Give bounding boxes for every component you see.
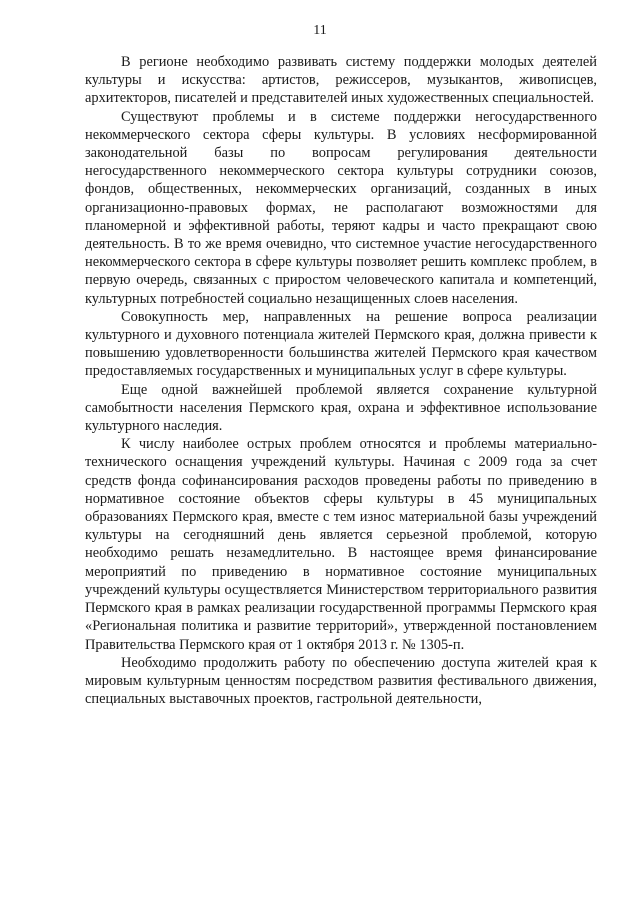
- paragraph-cultural-identity: Еще одной важнейшей проблемой является сохранение культурной самобытности населения Пермского края, охрана и эффективное использование культурного наследия.: [85, 381, 597, 435]
- document-body: [85, 53, 597, 708]
- paragraph-measures-satisfaction: Совокупность мер, направленных на решение вопроса реализации культурного и духовного потенциала жителей Пермского края, должна привести к повышению удовлетворенности большинства жителей Пермского края качеством предоставляемых государственных и муниципальных услуг в сфере культуры.: [85, 308, 597, 380]
- paragraph-nonprofit-sector: Существуют проблемы и в системе поддержки негосударственного некоммерческого сектора сферы культуры. В условиях несформированной законодательной базы по вопросам регулирования деятельности негосударственного некоммерческого сектора культуры сотрудники союзов, фондов, общественных, некоммерческих организаций, созданных в иных организационно-правовых формах, не располагают возможностями для планомерной и эффективной работы, теряют кадры и часто прекращают свою деятельность. В то же время очевидно, что системное участие негосударственного некоммерческого сектора в сфере культуры позволяет решить комплекс проблем, в первую очередь, связанных с приростом человеческого капитала и компетенций, культурных потребностей социально незащищенных слоев населения.: [85, 108, 597, 307]
- paragraph-access-to-values: Необходимо продолжить работу по обеспечению доступа жителей края к мировым культурным ценностям посредством развития фестивального движения, специальных выставочных проектов, гастрольной деятельности,: [85, 654, 597, 708]
- paragraph-material-equipment: К числу наиболее острых проблем относятся и проблемы материально-технического оснащения учреждений культуры. Начиная с 2009 года за счет средств фонда софинансирования расходов проведены работы по приведению в нормативное состояние объектов сферы культуры в 45 муниципальных образованиях Пермского края, вместе с тем износ материальной базы учреждений культуры на сегодняшний день является серьезной проблемой, которую необходимо решать незамедлительно. В настоящее время финансирование мероприятий по приведению в нормативное состояние муниципальных учреждений культуры осуществляется Министерством территориального развития Пермского края в рамках реализации государственной программы Пермского края «Региональная политика и развитие территорий», утвержденной постановлением Правительства Пермского края от 1 октября 2013 г. № 1305-п.: [85, 436, 597, 653]
- paragraph-young-artists-support: В регионе необходимо развивать систему поддержки молодых деятелей культуры и искусства: артистов, режиссеров, музыкантов, живописцев, архитекторов, писателей и представителей иных художественных специальностей.: [85, 54, 597, 107]
- page-number: 11: [313, 23, 327, 38]
